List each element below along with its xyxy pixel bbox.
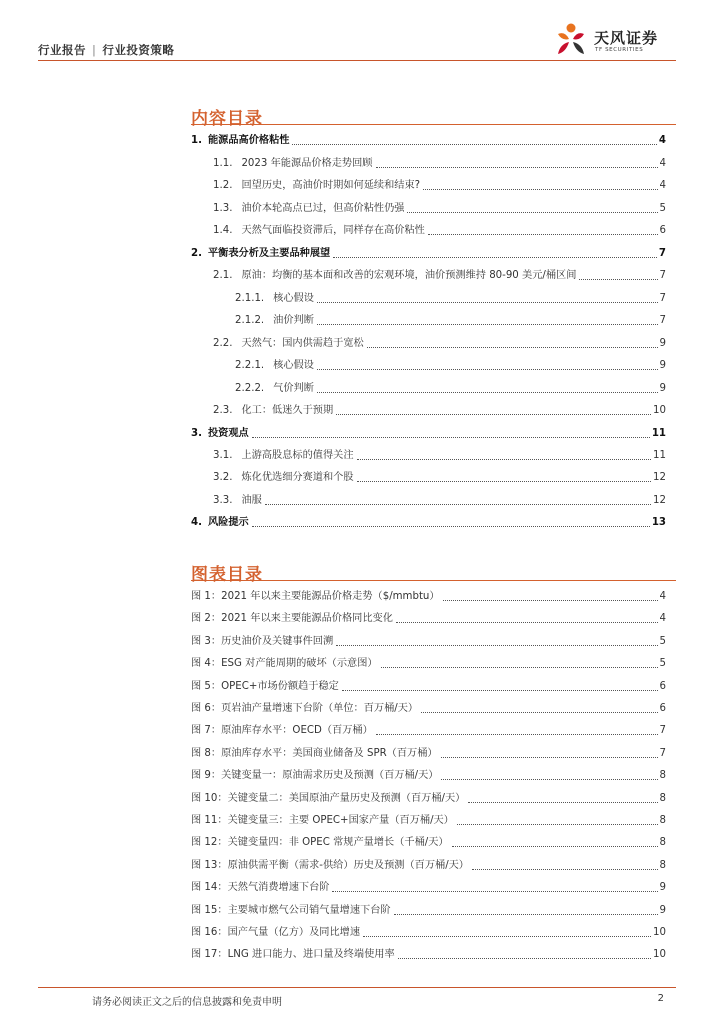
toc-entry-title: 平衡表分析及主要品种展望: [207, 248, 331, 259]
toc-entry-number: 1.2.: [213, 180, 233, 191]
toc-entry-title: 油价本轮高点已过，但高价粘性仍强: [241, 203, 405, 214]
toc-entry-title: 天然气：国内供需趋于宽松: [241, 338, 364, 349]
logo-name: 天风证券: [594, 29, 659, 47]
figure-entry-label: 图 2：: [191, 613, 222, 625]
report-subtype: 行业投资策略: [102, 43, 175, 57]
figure-entry-title: 主要城市燃气公司销气量增速下台阶: [227, 904, 391, 916]
toc-entry[interactable]: [213, 447, 666, 463]
figure-entry-title: 原油库存水平：美国商业储备及 SPR（百万桶）: [221, 747, 438, 759]
toc-entry-number: 3.: [191, 428, 202, 439]
figure-entry-title: ESG 对产能周期的破坏（示意图）: [221, 658, 378, 670]
toc-entry-number: 3.3.: [213, 495, 233, 506]
figure-entry[interactable]: [191, 857, 666, 873]
toc-entry-page: 12: [653, 495, 666, 506]
toc-entry-page: 13: [651, 517, 666, 528]
leader-dots: [472, 869, 658, 870]
figure-entry-label: 图 17：: [191, 949, 228, 961]
figure-entry[interactable]: [191, 588, 666, 604]
leader-dots: [423, 189, 657, 190]
figure-entry-label: 图 8：: [191, 747, 222, 759]
leader-dots: [252, 526, 650, 527]
toc-entry-number: 2.1.2.: [235, 315, 265, 326]
toc-entry-title: 天然气面临投资滞后，同样存在高价粘性: [241, 225, 425, 236]
toc-entry[interactable]: [213, 155, 666, 171]
figure-entry-label: 图 14：: [191, 882, 228, 894]
figure-entry-title: 国产气量（亿方）及同比增速: [227, 927, 361, 938]
leader-dots: [407, 212, 657, 213]
toc-entry-title: 化工：低迷久于预期: [241, 405, 334, 416]
toc-entry-number: 2.3.: [213, 405, 233, 416]
leader-dots: [381, 667, 658, 668]
figure-entry-title: OPEC+市场份额趋于稳定: [221, 680, 339, 692]
figure-entry-page: 4: [659, 591, 666, 602]
figure-entry-page: 5: [659, 658, 666, 670]
figure-entry-label: 图 13：: [191, 859, 228, 871]
toc-entry[interactable]: [213, 402, 666, 418]
figure-entry-label: 图 3：: [191, 635, 222, 647]
toc-entry[interactable]: [213, 335, 666, 351]
leader-dots: [317, 392, 658, 393]
toc-entry-number: 2.2.1.: [235, 360, 265, 371]
toc-entry[interactable]: [235, 380, 666, 396]
figure-entry-label: 图 10：: [191, 792, 228, 804]
toc-entry-title: 风险提示: [207, 517, 249, 528]
leader-dots: [332, 891, 657, 892]
figure-entry-page: 8: [659, 837, 666, 849]
leader-dots: [398, 958, 651, 959]
toc-entry-page: 9: [659, 383, 666, 394]
toc-entry-number: 1.1.: [213, 158, 233, 169]
toc-entry-number: 4.: [191, 517, 202, 528]
leader-dots: [367, 347, 658, 348]
figure-entry-title: 关键变量四：非 OPEC 常规产量增长（千桶/天）: [227, 837, 449, 849]
toc-entry-number: 1.3.: [213, 203, 233, 214]
leader-dots: [252, 437, 650, 438]
toc-heading: 内容目录: [191, 109, 263, 129]
leader-dots: [443, 600, 658, 601]
leader-dots: [421, 712, 657, 713]
page-number: 2: [657, 993, 664, 1004]
leader-dots: [376, 167, 658, 168]
figure-entry-page: 8: [659, 815, 666, 826]
report-type: 行业报告: [38, 43, 86, 57]
figure-entry-title: 原油库存水平：OECD（百万桶）: [221, 725, 373, 737]
leader-dots: [357, 459, 652, 460]
figure-entry-label: 图 9：: [191, 770, 222, 782]
company-logo: [552, 20, 672, 60]
toc-entry-title: 上游高股息标的值得关注: [241, 450, 354, 461]
figure-entry-label: 图 16：: [191, 927, 228, 938]
figure-entry-page: 4: [659, 613, 666, 625]
header-separator: |: [92, 43, 97, 57]
figure-entry-page: 8: [659, 859, 666, 871]
figures-heading-rule: [191, 580, 676, 581]
toc-entry-title: 2023 年能源品价格走势回顾: [241, 158, 373, 169]
figure-entry-page: 8: [659, 792, 666, 804]
figure-entry-page: 9: [659, 882, 666, 894]
toc-entry[interactable]: [191, 245, 666, 261]
figure-entry-page: 9: [659, 904, 666, 916]
toc-entry[interactable]: [213, 177, 666, 193]
figure-entry[interactable]: [191, 633, 666, 649]
figure-entry-title: 历史油价及关键事件回溯: [221, 635, 334, 647]
toc-entry-title: 投资观点: [207, 428, 249, 439]
figure-entry-page: 10: [653, 927, 666, 938]
toc-entry[interactable]: [235, 357, 666, 373]
toc-entry[interactable]: [213, 267, 666, 283]
leader-dots: [396, 622, 658, 623]
toc-entry-number: 3.2.: [213, 472, 233, 483]
toc-entry-number: 2.1.: [213, 270, 233, 281]
toc-entry-page: 11: [653, 450, 666, 461]
figure-entry-title: 2021 年以来主要能源品价格同比变化: [221, 613, 393, 625]
figure-entry[interactable]: [191, 678, 666, 694]
figure-entry-title: 原油供需平衡（需求-供给）历史及预测（百万桶/天）: [227, 859, 469, 871]
toc-entry[interactable]: [191, 132, 666, 148]
figure-entry-label: 图 5：: [191, 680, 222, 692]
figure-entry[interactable]: [191, 946, 666, 962]
figure-entry-label: 图 11：: [191, 815, 228, 826]
toc-entry-page: 7: [659, 270, 666, 281]
footer-rule: [38, 987, 676, 988]
toc-entry-page: 10: [653, 405, 666, 416]
figure-entry-page: 8: [659, 770, 666, 782]
figure-entry[interactable]: [191, 745, 666, 761]
figure-entry[interactable]: [191, 812, 666, 828]
toc-entry-number: 1.4.: [213, 225, 233, 236]
figure-entry-title: 2021 年以来主要能源品价格走势（$/mmbtu）: [221, 591, 440, 602]
toc-entry-number: 3.1.: [213, 450, 233, 461]
figure-entry[interactable]: [191, 879, 666, 895]
figure-entry[interactable]: [191, 700, 666, 716]
leader-dots: [317, 302, 658, 303]
toc-entry[interactable]: [235, 312, 666, 328]
toc-entry[interactable]: [191, 425, 666, 441]
toc-entry-title: 核心假设: [273, 360, 314, 371]
leader-dots: [468, 802, 657, 803]
figure-entry[interactable]: [191, 790, 666, 806]
toc-entry-title: 气价判断: [273, 383, 314, 394]
figure-entry-label: 图 6：: [191, 703, 222, 714]
leader-dots: [457, 824, 658, 825]
header-rule: [38, 60, 676, 61]
figure-entry-label: 图 7：: [191, 725, 222, 737]
figure-entry-page: 7: [659, 747, 666, 759]
figure-entry-page: 6: [659, 680, 666, 692]
toc-entry-page: 4: [658, 135, 666, 146]
logo-icon: [552, 22, 590, 58]
figure-entry[interactable]: [191, 722, 666, 738]
figure-entry-label: 图 12：: [191, 837, 228, 849]
leader-dots: [317, 324, 658, 325]
toc-entry[interactable]: [213, 200, 666, 216]
toc-entry-page: 11: [651, 428, 666, 439]
toc-entry-title: 油服: [241, 495, 262, 506]
figure-entry-label: 图 15：: [191, 904, 228, 916]
figure-entry[interactable]: [191, 902, 666, 918]
leader-dots: [292, 144, 656, 145]
figure-entry-page: 5: [659, 635, 666, 647]
figures-heading: 图表目录: [191, 565, 263, 585]
toc-entry-page: 7: [659, 293, 666, 304]
toc-entry-title: 炼化优选细分赛道和个股: [241, 472, 354, 483]
toc-entry-number: 2.2.2.: [235, 383, 265, 394]
toc-entry-page: 6: [659, 225, 666, 236]
leader-dots: [441, 779, 657, 780]
toc-entry-page: 12: [653, 472, 666, 483]
leader-dots: [376, 734, 658, 735]
toc-entry[interactable]: [213, 492, 666, 508]
figure-entry-page: 6: [659, 703, 666, 714]
figure-entry-title: 关键变量二：美国原油产量历史及预测（百万桶/天）: [227, 792, 466, 804]
figure-entry-page: 10: [653, 949, 666, 961]
running-header: [38, 42, 174, 58]
leader-dots: [441, 757, 658, 758]
toc-entry-page: 4: [659, 158, 666, 169]
figure-entry-title: 天然气消费增速下台阶: [227, 882, 330, 894]
leader-dots: [394, 914, 658, 915]
leader-dots: [342, 690, 658, 691]
toc-entry-title: 核心假设: [273, 293, 314, 304]
leader-dots: [333, 257, 657, 258]
figure-entry[interactable]: [191, 610, 666, 626]
leader-dots: [336, 414, 651, 415]
toc-entry-number: 2.2.: [213, 338, 233, 349]
toc-entry-page: 5: [659, 203, 666, 214]
leader-dots: [579, 279, 657, 280]
figure-entry-page: 7: [659, 725, 666, 737]
figure-entry-label: 图 4：: [191, 658, 222, 670]
toc-entry-number: 2.1.1.: [235, 293, 265, 304]
figure-entry[interactable]: [191, 767, 666, 783]
figure-entry-title: LNG 进口能力、进口量及终端使用率: [227, 949, 395, 961]
toc-entry-title: 原油：均衡的基本面和改善的宏观环境，油价预测维持 80-90 美元/桶区间: [241, 270, 577, 281]
figure-entry[interactable]: [191, 834, 666, 850]
logo-subtitle: TF SECURITIES: [595, 47, 644, 53]
toc-entry[interactable]: [213, 222, 666, 238]
toc-entry-page: 7: [658, 248, 666, 259]
leader-dots: [428, 234, 658, 235]
leader-dots: [357, 481, 652, 482]
toc-entry-page: 4: [659, 180, 666, 191]
footer-disclaimer: 请务必阅读正文之后的信息披露和免责申明: [92, 997, 282, 1008]
toc-entry-page: 7: [659, 315, 666, 326]
toc-entry-page: 9: [659, 338, 666, 349]
leader-dots: [336, 645, 657, 646]
toc-entry-number: 1.: [191, 135, 202, 146]
toc-entry-number: 2.: [191, 248, 202, 259]
leader-dots: [452, 846, 658, 847]
figure-entry[interactable]: [191, 655, 666, 671]
toc-entry-page: 9: [659, 360, 666, 371]
toc-entry-title: 油价判断: [273, 315, 314, 326]
figure-entry[interactable]: [191, 924, 666, 940]
toc-heading-rule: [191, 124, 676, 125]
toc-entry[interactable]: [235, 290, 666, 306]
figure-entry-title: 关键变量三：主要 OPEC+国家产量（百万桶/天）: [227, 815, 454, 826]
toc-entry[interactable]: [191, 514, 666, 530]
leader-dots: [317, 369, 658, 370]
figure-entry-title: 页岩油产量增速下台阶（单位：百万桶/天）: [221, 703, 419, 714]
leader-dots: [265, 504, 651, 505]
leader-dots: [363, 936, 651, 937]
toc-entry-title: 回望历史，高油价时期如何延续和结束?: [241, 180, 421, 191]
figure-entry-label: 图 1：: [191, 591, 222, 602]
figure-entry-title: 关键变量一：原油需求历史及预测（百万桶/天）: [221, 770, 439, 782]
toc-entry-title: 能源品高价格粘性: [207, 135, 290, 146]
toc-entry[interactable]: [213, 469, 666, 485]
